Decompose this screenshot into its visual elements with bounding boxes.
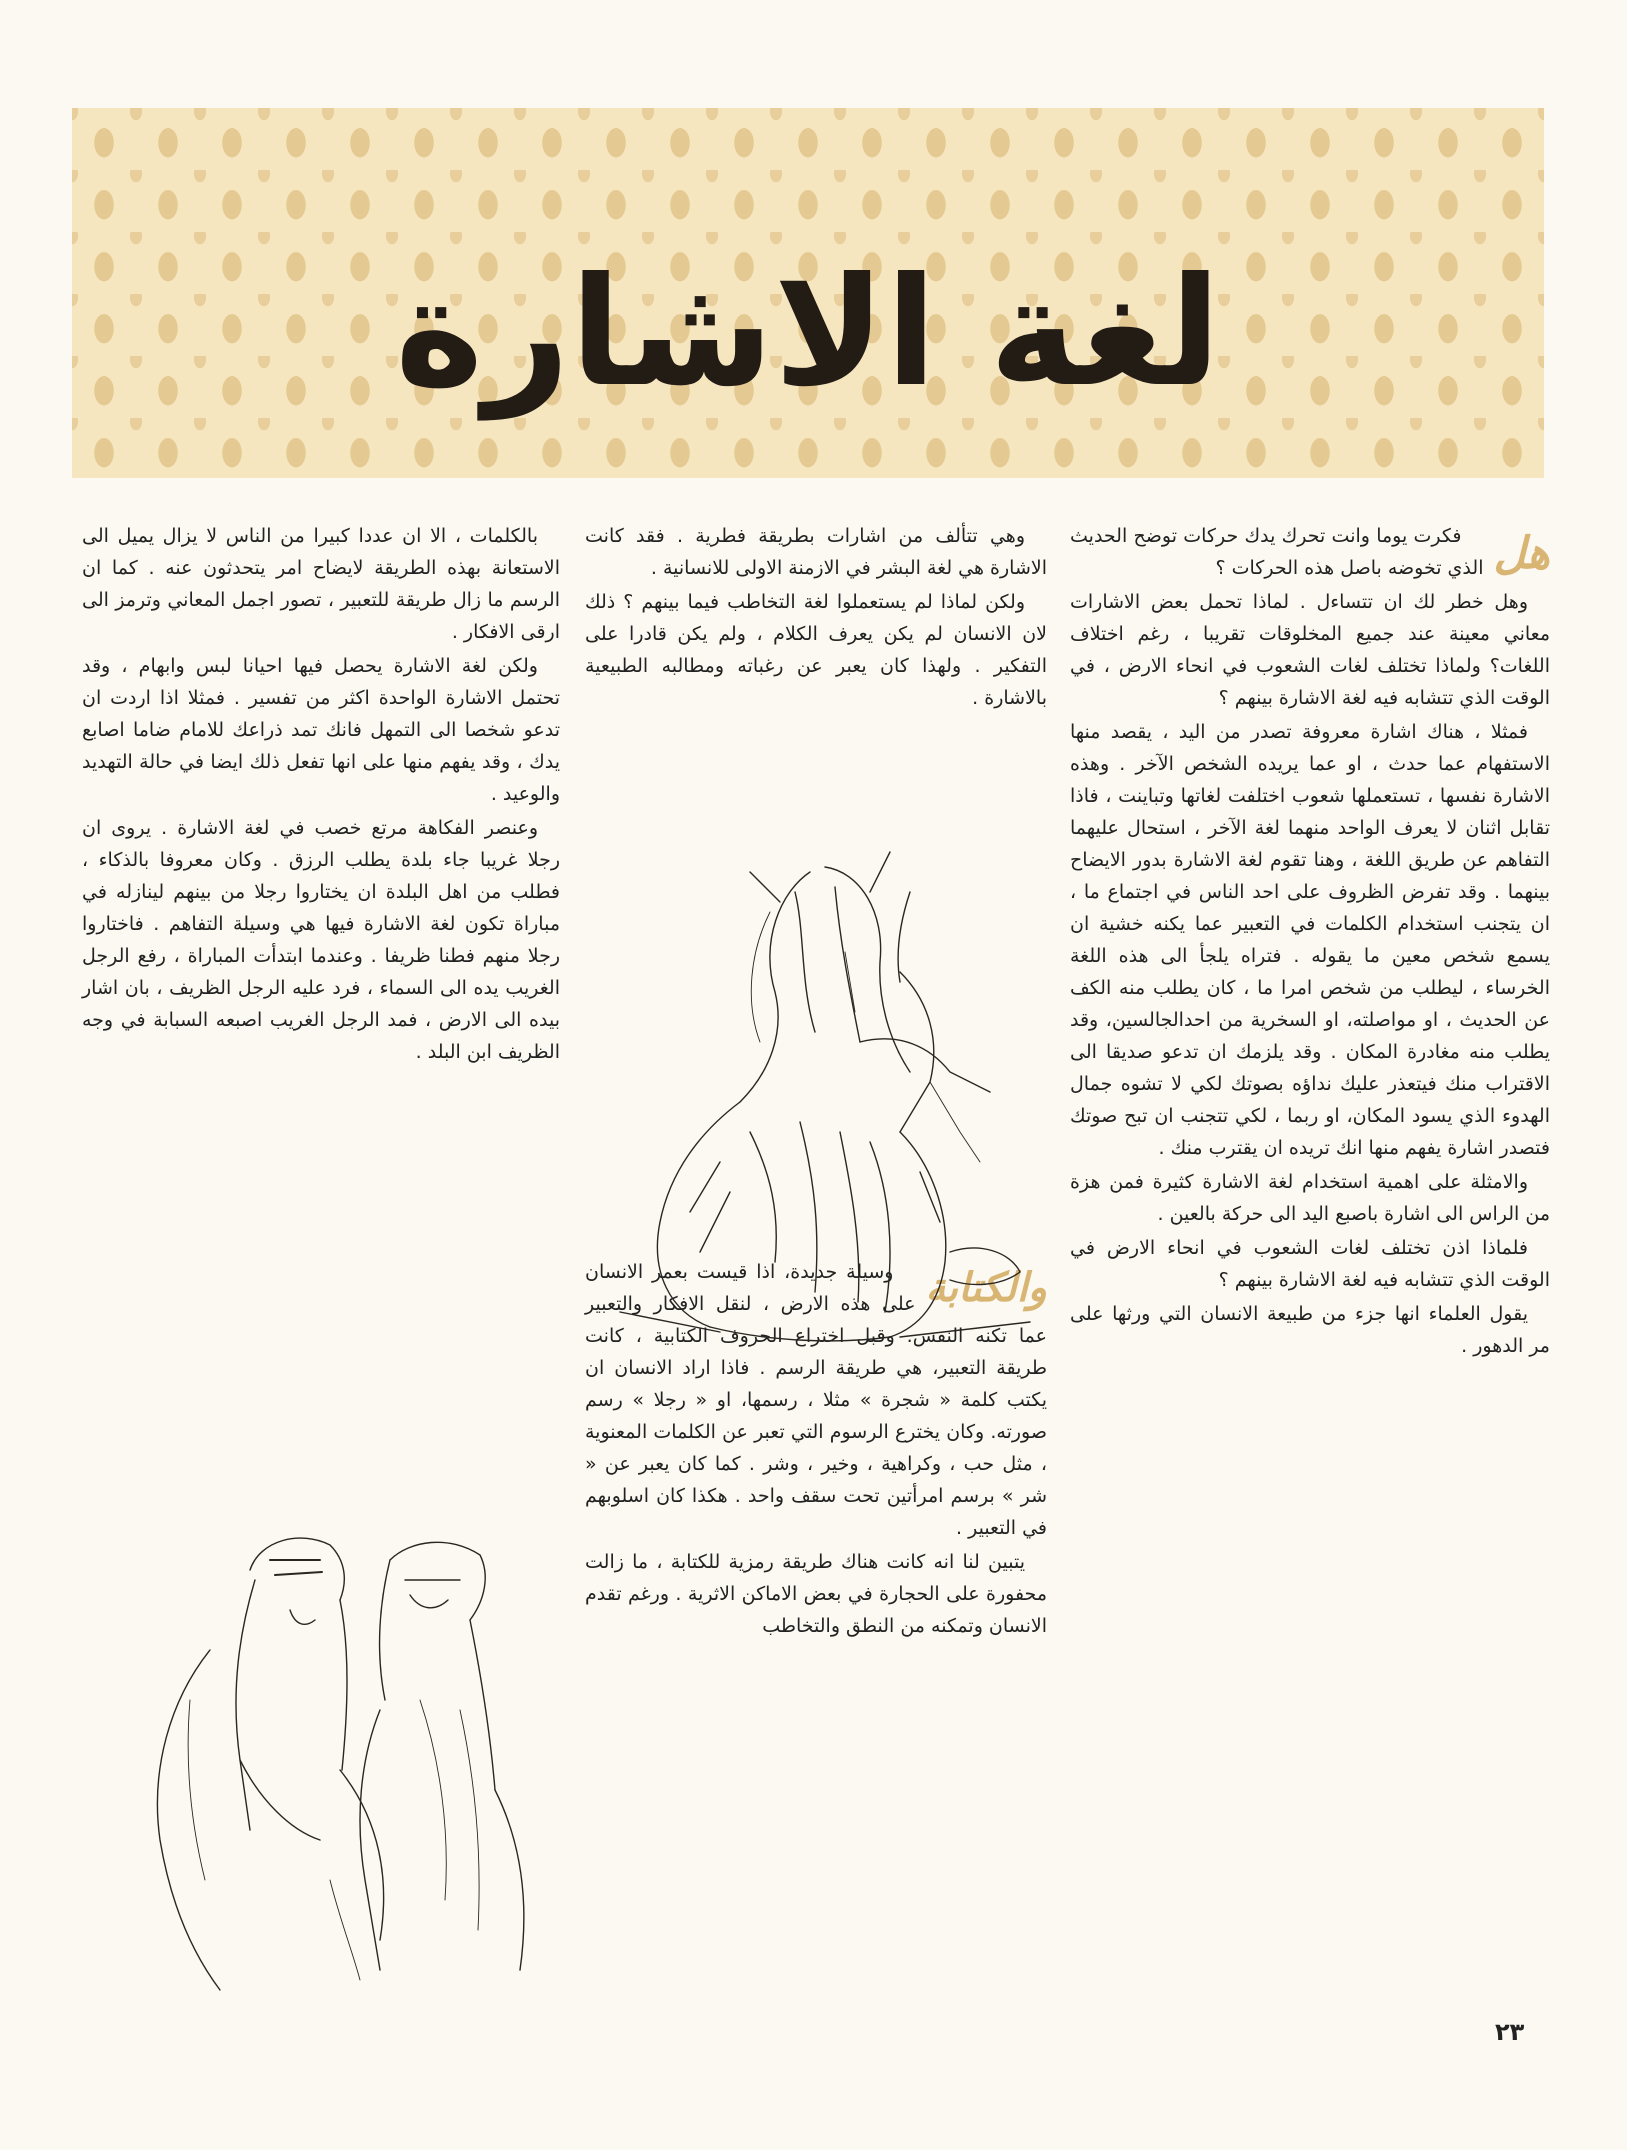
paragraph: يتبين لنا انه كانت هناك طريقة رمزية للكتابة ، ما زالت محفورة على الحجارة في بعض الاماكن الاثرية . ورغم تقدم الانسان وتمكنه من النطق والتخاطب xyxy=(585,1551,1047,1637)
article-title: لغة الاشارة xyxy=(394,246,1222,420)
lead-word: هل xyxy=(1493,528,1550,579)
two-arab-men-sketch-icon xyxy=(90,1500,560,2000)
paragraph: وسيلة جديدة، اذا قيست بعمر الانسان على هذه الارض ، لنقل الافكار والتعبير عما تكنه النفس. وقبل اختراع الحروف الكتابية ، كانت طريقة التعبير، هي طريقة الرسم . فاذا اراد الانسان ان يكتب كلمة « شجرة » مثلا ، رسمها، او « رجلا » رسم صورته. وكان يخترع الرسوم التي تعبر عن الكلمات المعنوية ، مثل حب ، وكراهية ، وخير ، وشر . كما كان يعبر عن « شر » برسم امرأتين تحت سقف واحد . هكذا كان اسلوبهم في التعبير . xyxy=(585,1261,1047,1539)
paragraph: ولكن لماذا لم يستعملوا لغة التخاطب فيما بينهم ؟ ذلك لان الانسان لم يكن يعرف الكلام ، ولم يكن قادرا على التفكير . ولهذا كان يعبر عن رغباته ومطالبه الطبيعية بالاشارة . xyxy=(585,591,1047,709)
page-number: ٢٣ xyxy=(1495,2018,1525,2046)
paragraph: وهل خطر لك ان تتساءل . لماذا تحمل بعض الاشارات معاني معينة عند جميع المخلوقات تقريبا ، رغم اختلاف اللغات؟ ولماذا تختلف لغات الشعوب في انحاء الارض ، في الوقت الذي تتشابه فيه لغة الاشارة بينهم ؟ xyxy=(1070,591,1550,709)
paragraph: والامثلة على اهمية استخدام لغة الاشارة كثيرة فمن هزة من الراس الى اشارة باصبع اليد الى حركة بالعين . xyxy=(1070,1171,1550,1225)
column-right xyxy=(1070,520,1550,1364)
paragraph: فلماذا اذن تختلف لغات الشعوب في انحاء الارض في الوقت الذي تتشابه فيه لغة الاشارة بينهم ؟ xyxy=(1070,1237,1550,1291)
paragraph: وهي تتألف من اشارات بطريقة فطرية . فقد كانت الاشارة هي لغة البشر في الازمنة الاولى للانسانية . xyxy=(585,525,1047,579)
lead-word: والكتابة xyxy=(925,1265,1047,1311)
paragraph: فكرت يوما وانت تحرك يدك حركات توضح الحديث الذي تخوضه باصل هذه الحركات ؟ xyxy=(1070,525,1484,579)
paragraph: وعنصر الفكاهة مرتع خصب في لغة الاشارة . يروى ان رجلا غريبا جاء بلدة يطلب الرزق . وكان معروفا بالذكاء ، فطلب من اهل البلدة ان يختاروا رجلا من بينهم لينازله في مباراة تكون لغة الاشارة فيها هي وسيلة التفاهم . فاختاروا رجلا منهم فطنا ظريفا . وعندما ابتدأت المباراة ، رفع الرجل الغريب يده الى السماء ، فرد عليه الرجل الظريف ، بان اشار بيده الى الارض ، فمد الرجل الغريب اصبعه السبابة في وجه الظريف ابن البلد . xyxy=(82,817,560,1063)
paragraph: فمثلا ، هناك اشارة معروفة تصدر من اليد ، يقصد منها الاستفهام عما حدث ، او عما يريده الشخص الآخر . وهذه الاشارة نفسها ، تستعملها شعوب اختلفت لغاتها وتباينت ، فاذا تقابل اثنان لا يعرف الواحد منهما لغة الآخر ، استحال عليهما التفاهم عن طريق اللغة ، وهنا تقوم لغة الاشارة بدور الايضاح بينهما . وقد تفرض الظروف على احد الناس في اجتماع ما ، ان يتجنب استخدام الكلمات في التعبير عما يكنه خشية ان يسمع شخص معين ما يقوله . فتراه يلجأ الى هذه اللغة الخرساء ، ليطلب من شخص امرا ما ، كان يطلب منه الكف عن الحديث ، او مواصلته، او السخرية من احدالجالسين، وقد يطلب منه مغادرة المكان . وقد يلزمك ان تدعو صديقا الى الاقتراب منك فيتعذر عليك نداؤه بصوتك لكي لا تشوه جمال الهدوء الذي يسود المكان، او ربما ، لكي تتجنب ان تبح صوتك فتصدر اشارة يفهم منها انك تريده ان يقترب منك . xyxy=(1070,721,1550,1159)
woman-combing-hair-sketch-icon xyxy=(600,832,1040,1347)
column-left xyxy=(82,520,560,1070)
title-banner xyxy=(72,108,1544,478)
paragraph: بالكلمات ، الا ان عددا كبيرا من الناس لا يزال يميل الى الاستعانة بهذه الطريقة لايضاح امر يتحدثون عنه . كما ان الرسم ما زال طريقة للتعبير ، تصور اجمل المعاني وترمز الى ارقى الافكار . xyxy=(82,525,560,643)
paragraph: يقول العلماء انها جزء من طبيعة الانسان التي ورثها على مر الدهور . xyxy=(1070,1303,1550,1357)
paragraph: ولكن لغة الاشارة يحصل فيها احيانا لبس وابهام ، وقد تحتمل الاشارة الواحدة اكثر من تفسير . فمثلا اذا اردت ان تدعو شخصا الى التمهل فانك تمد ذراعك للامام ضاما اصابع يدك ، وقد يفهم منها على انها تفعل ذلك ايضا في حالة التهديد والوعيد . xyxy=(82,655,560,805)
